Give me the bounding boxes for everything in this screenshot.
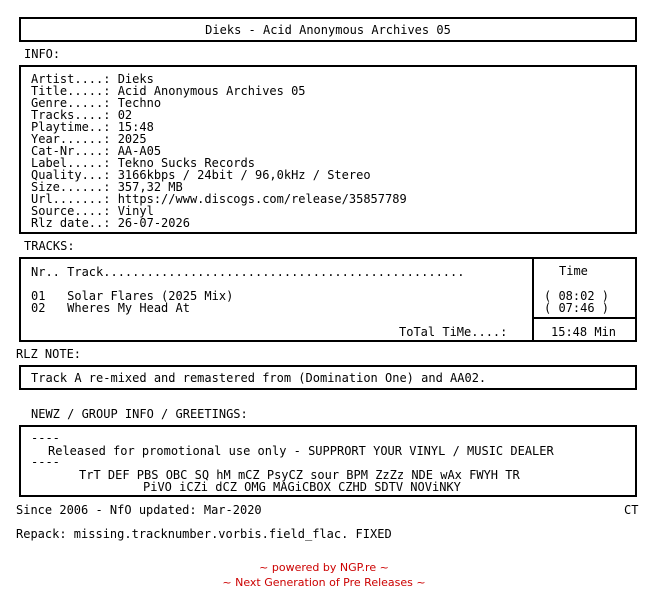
track-time-2: ( 07:46 ): [544, 301, 610, 315]
rlz-note-box: [19, 365, 637, 390]
newz-dash-top: ----: [31, 431, 60, 445]
info-heading: INFO:: [24, 47, 61, 61]
newz-dash-bottom: ----: [31, 455, 60, 469]
info-row: Quality...: 3166kbps / 24bit / 96,0kHz / Stereo: [31, 168, 371, 182]
newz-released-text: Released for promotional use only - SUPPRORT YOUR VINYL / MUSIC DEALER: [48, 444, 554, 458]
tracks-column-header: Nr.. Track..................................................: [31, 265, 465, 279]
greetings-line-2: PiVO iCZi dCZ OMG MAGiCBOX CZHD SDTV NOViNKY: [143, 480, 461, 494]
since-line: Since 2006 - NfO updated: Mar-2020: [16, 503, 262, 517]
tracks-box: [19, 257, 637, 342]
rlz-note-heading: RLZ NOTE:: [16, 347, 82, 361]
newz-box: [19, 425, 637, 497]
title-box: [19, 17, 637, 42]
info-row: Artist....: Dieks: [31, 72, 154, 86]
rlz-note-text: Track A re-mixed and remastered from (Domination One) and AA02.: [31, 371, 487, 385]
repack-line: Repack: missing.tracknumber.vorbis.field_flac. FIXED: [16, 527, 392, 541]
time-column-divider: [532, 259, 534, 340]
info-row: Url.......: https://www.discogs.com/release/35857789: [31, 192, 407, 206]
total-row-divider: [532, 317, 635, 319]
footer-tagline: ~ Next Generation of Pre Releases ~: [222, 576, 426, 589]
info-row: Rlz date..: 26-07-2026: [31, 216, 190, 230]
info-row: Source....: Vinyl: [31, 204, 154, 218]
footer-powered-by: ~ powered by NGP.re ~: [259, 561, 389, 574]
info-row: Size......: 357,32 MB: [31, 180, 183, 194]
tracks-heading: TRACKS:: [24, 239, 75, 253]
track-row-1: 01 Solar Flares (2025 Mix): [31, 289, 234, 303]
info-box: [19, 65, 637, 234]
info-row: Genre.....: Techno: [31, 96, 162, 110]
total-time-value: 15:48 Min: [551, 325, 617, 339]
info-row: Year......: 2025: [31, 132, 147, 146]
info-row: Label.....: Tekno Sucks Records: [31, 156, 255, 170]
since-line-right: CT: [624, 503, 639, 517]
release-title: Dieks - Acid Anonymous Archives 05: [205, 23, 451, 37]
greetings-line-1: TrT DEF PBS OBC SQ hM mCZ PsyCZ sour BPM ZzZz NDE wAx FWYH TR: [79, 468, 520, 482]
time-column-header: Time: [559, 264, 588, 278]
total-time-label: ToTal TiMe....:: [399, 325, 508, 339]
info-rows: [31, 73, 407, 229]
info-row: Playtime..: 15:48: [31, 120, 154, 134]
track-time-1: ( 08:02 ): [544, 289, 610, 303]
info-row: Cat-Nr....: AA-A05: [31, 144, 162, 158]
track-row-2: 02 Wheres My Head At: [31, 301, 190, 315]
info-row: Tracks....: 02: [31, 108, 133, 122]
info-row: Title.....: Acid Anonymous Archives 05: [31, 84, 306, 98]
newz-heading: NEWZ / GROUP INFO / GREETINGS:: [31, 407, 248, 421]
